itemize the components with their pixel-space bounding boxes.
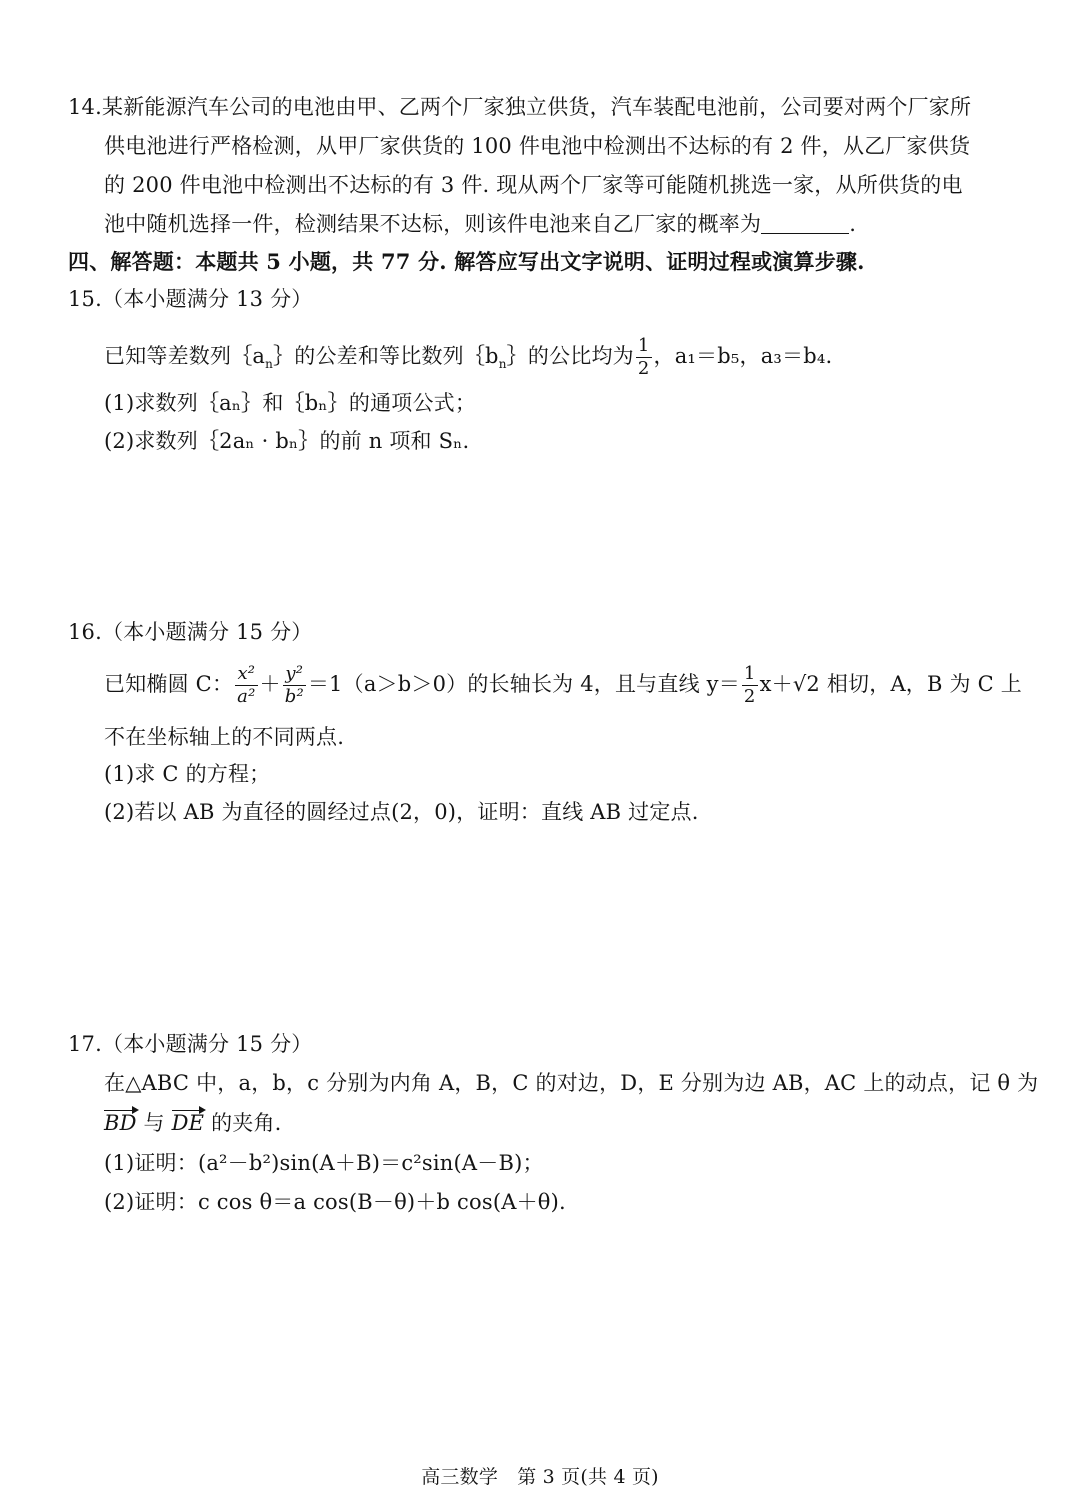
- q14-line-1: 14.某新能源汽车公司的电池由甲、乙两个厂家独立供货，汽车装配电池前，公司要对两个厂家所: [68, 95, 972, 119]
- answer-blank[interactable]: [761, 213, 849, 234]
- q15-part-1: (1)求数列｛aₙ｝和｛bₙ｝的通项公式；: [104, 391, 477, 415]
- q14-line-2: 供电池进行严格检测，从甲厂家供货的 100 件电池中检测出不达标的有 2 件，从乙厂家供货: [104, 134, 971, 158]
- vector-bd: BD: [104, 1108, 137, 1138]
- fraction-y2-over-b2: $\frac{\text{y²}}{\text{b²}}$: [284, 663, 304, 707]
- q15-stem: 已知等差数列$\{a_n\}$的公差和等比数列$\{b_n\}$的公比均为 $\frac{1}{2}$ ，a₁＝b₅，a₃＝b₄.: [104, 335, 833, 379]
- page-footer: 高三数学 第 3 页(共 4 页): [421, 1466, 659, 1488]
- q17-part-1: (1)证明：(a²－b²)sin(A＋B)＝c²sin(A－B)；: [104, 1151, 544, 1175]
- q17-part-2: (2)证明：c cos θ＝a cos(B－θ)＋b cos(A＋θ).: [104, 1190, 566, 1214]
- q14-line-3: 的 200 件电池中检测出不达标的有 3 件. 现从两个厂家等可能随机挑选一家，从所供货的电: [104, 173, 963, 197]
- fraction-one-half: $\frac{1}{2}$: [743, 663, 756, 707]
- q17-header: 17.（本小题满分 15 分）: [68, 1032, 313, 1056]
- q15-header: 15.（本小题满分 13 分）: [68, 287, 313, 311]
- vector-de: DE: [172, 1108, 205, 1138]
- q16-part-1: (1)求 C 的方程；: [104, 762, 271, 786]
- q17-stem-line-2: BD 与 DE 的夹角.: [104, 1108, 282, 1138]
- q16-stem-line-2: 不在坐标轴上的不同两点.: [104, 725, 345, 749]
- section-4-heading: 四、解答题：本题共 5 小题，共 77 分. 解答应写出文字说明、证明过程或演算步骤.: [68, 249, 865, 274]
- q16-header: 16.（本小题满分 15 分）: [68, 620, 313, 644]
- q17-stem-line-1: 在△ABC 中，a，b，c 分别为内角 A，B，C 的对边，D，E 分别为边 AB，AC 上的动点，记 θ 为: [104, 1071, 1039, 1095]
- q15-part-2: (2)求数列｛2aₙ · bₙ｝的前 n 项和 Sₙ.: [104, 429, 470, 453]
- q14-number: 14.: [68, 95, 102, 119]
- q14-line-4: 池中随机选择一件，检测结果不达标，则该件电池来自乙厂家的概率为 .: [104, 212, 857, 236]
- fraction-x2-over-a2: $\frac{\text{x²}}{\text{a²}}$: [237, 663, 256, 707]
- q16-part-2: (2)若以 AB 为直径的圆经过点(2，0)，证明：直线 AB 过定点.: [104, 800, 699, 824]
- q16-stem: 已知椭圆 C： $\frac{\text{x²}}{\text{a²}}$ ＋ $\frac{\text{y²}}{\text{b²}}$ ＝1（a＞b＞0）的长轴长为 4，且与直线 y＝ $\frac{1}{2}$ x＋√2 相切，A，B 为 C 上: [104, 663, 1022, 707]
- fraction-one-half: $\frac{1}{2}$: [637, 335, 650, 379]
